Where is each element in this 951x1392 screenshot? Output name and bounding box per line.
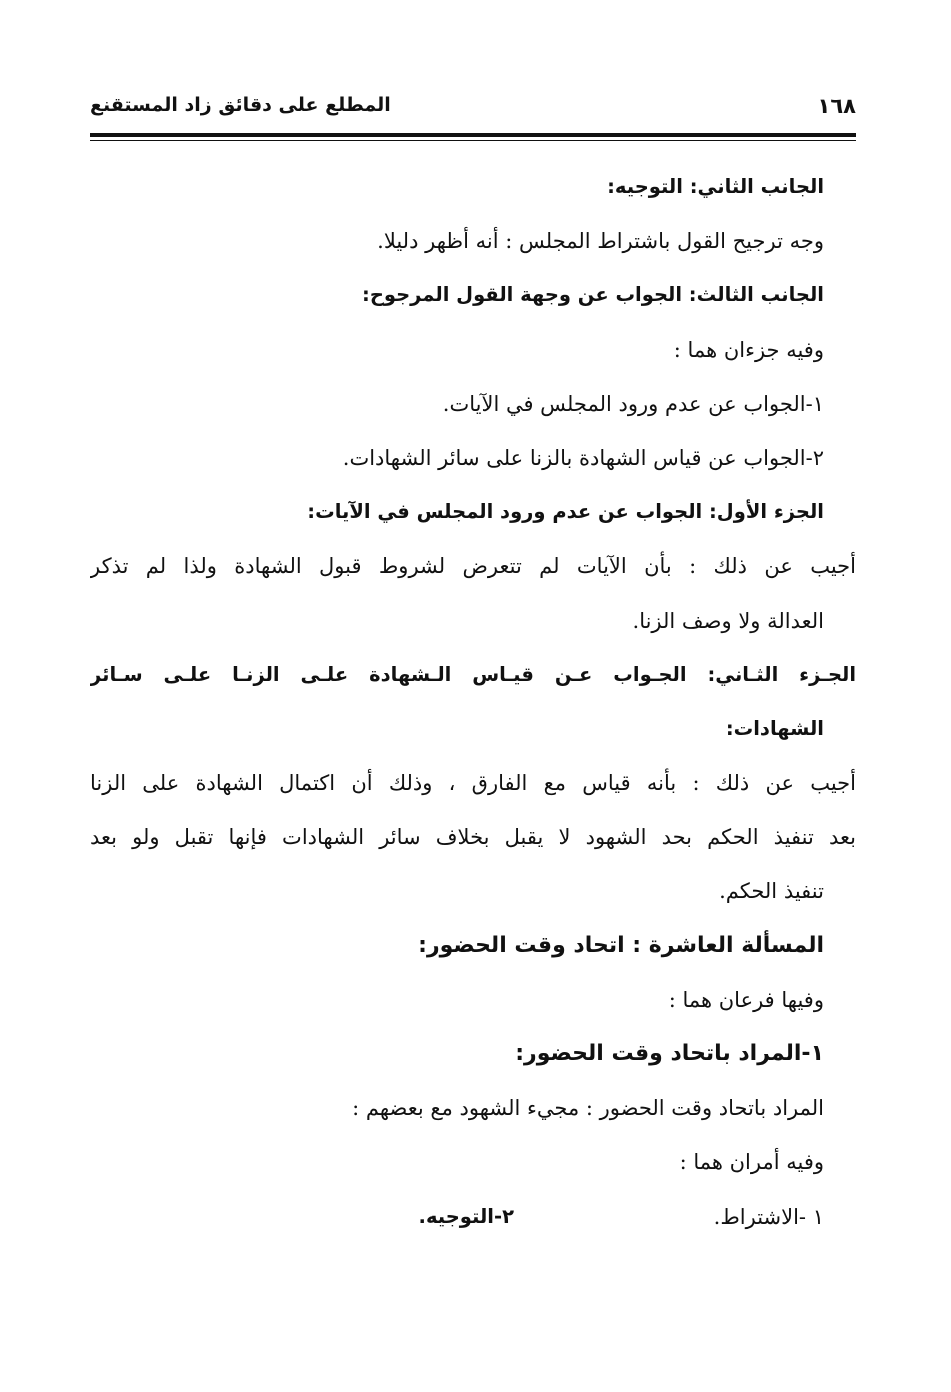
heading-aspect-three: الجانب الثالث: الجواب عن وجهة القول المرجوح: (362, 283, 824, 307)
running-title: المطلع على دقائق زاد المستقنع (90, 94, 391, 116)
paragraph-line: العدالة ولا وصف الزنا. (632, 608, 824, 633)
paragraph-line: وفيه أمران هما : (679, 1150, 824, 1175)
section-heading-issue-ten: المسألة العاشرة : اتحاد وقت الحضور: (418, 932, 824, 958)
heading-aspect-two: الجانب الثاني: التوجيه: (607, 175, 824, 198)
heading-part-two-continued: الشهادات: (725, 716, 824, 740)
header-rule-thick (90, 133, 856, 137)
paragraph-line: وجه ترجيح القول باشتراط المجلس : أنه أظهر دليلا. (377, 229, 824, 254)
two-item-row (90, 1190, 824, 1244)
list-item-direction: ٢-التوجيه. (418, 1204, 514, 1228)
page-number: ١٦٨ (817, 94, 856, 118)
subheading-meaning: ١-المراد باتحاد وقت الحضور: (515, 1041, 824, 1066)
paragraph-line: تنفيذ الحكم. (719, 879, 824, 904)
paragraph-line: وفيه جزءان هما : (673, 337, 824, 362)
heading-part-two: الجـزء الثـاني: الجـواب عـن قيـاس الـشهادة علـى الزنـا علـى سـائر (90, 662, 856, 686)
page-header (90, 88, 856, 132)
list-item: ١-الجواب عن عدم ورود المجلس في الآيات. (442, 391, 824, 416)
paragraph-line: أجيب عن ذلك : بأن الآيات لم تتعرض لشروط قبول الشهادة ولذا لم تذكر (90, 554, 856, 579)
paragraph-line: أجيب عن ذلك : بأنه قياس مع الفارق ، وذلك أن اكتمال الشهادة على الزنا (90, 771, 856, 796)
list-item-condition: ١ -الاشتراط. (713, 1204, 824, 1229)
paragraph-line: المراد باتحاد وقت الحضور : مجيء الشهود مع بعضهم : (352, 1096, 824, 1121)
paragraph-line: بعد تنفيذ الحكم بحد الشهود لا يقبل بخلاف سائر الشهادات فإنها تقبل ولو بعد (90, 825, 856, 850)
header-rule-thin (90, 140, 856, 141)
body-text (90, 160, 856, 1244)
list-item: ٢-الجواب عن قياس الشهادة بالزنا على سائر الشهادات. (342, 445, 824, 470)
paragraph-line: وفيها فرعان هما : (668, 987, 824, 1012)
heading-part-one: الجزء الأول: الجواب عن عدم ورود المجلس في الآيات: (307, 500, 824, 524)
